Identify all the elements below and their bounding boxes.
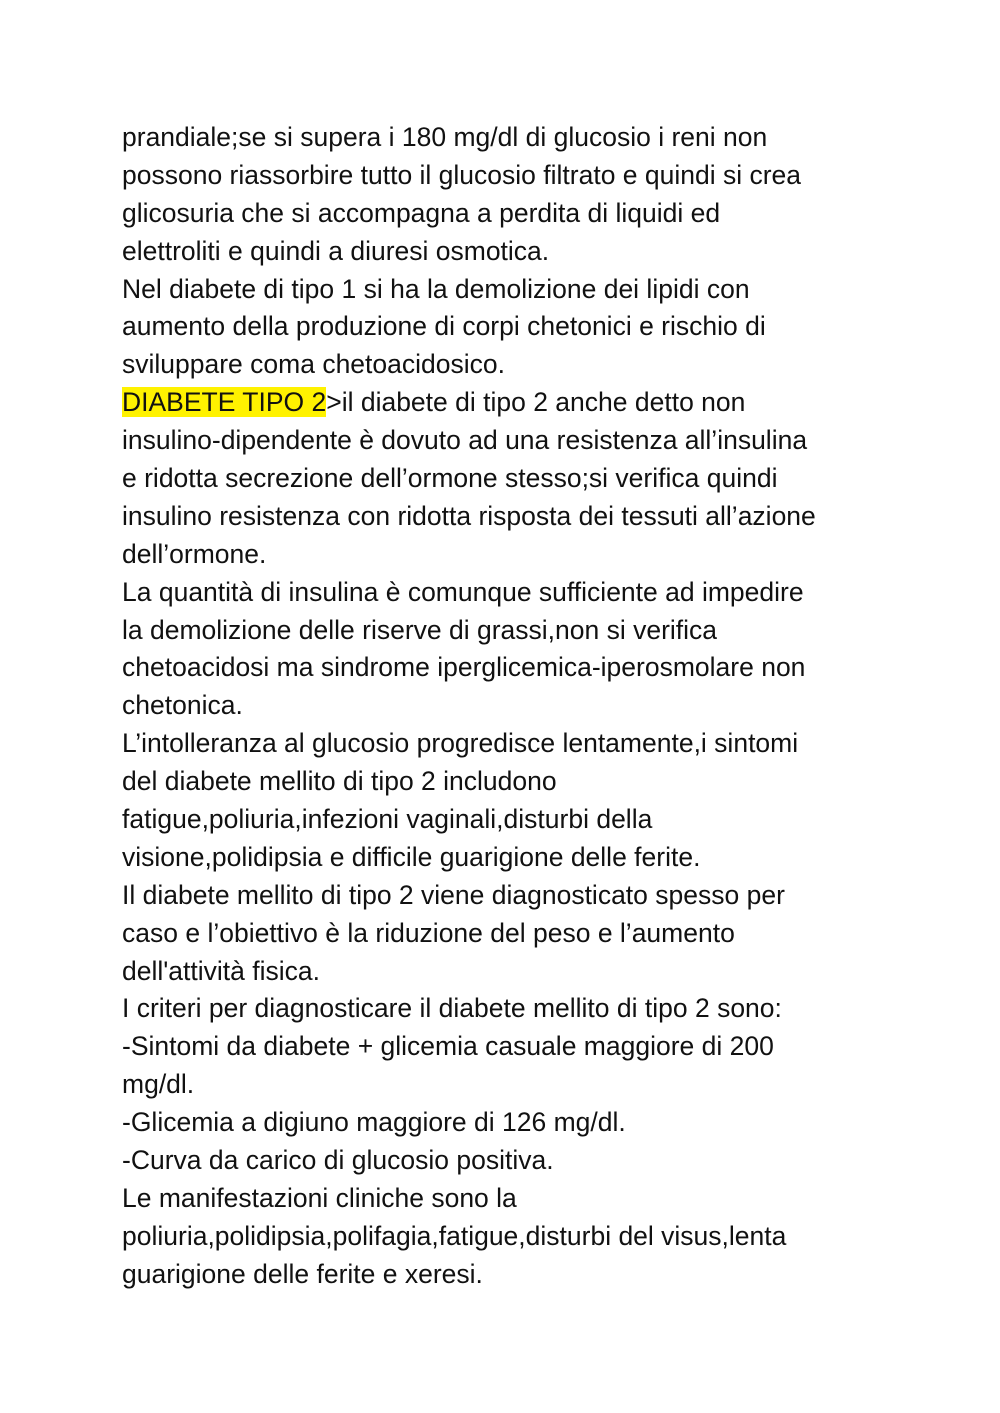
text-line: L’intolleranza al glucosio progredisce lentamente,i sintomi [122,728,799,759]
text-line: poliuria,polidipsia,polifagia,fatigue,disturbi del visus,lenta [122,1220,787,1251]
body-text [122,119,922,1294]
heading-continuation: >il diabete di tipo 2 anche detto non [326,387,746,418]
text-line: prandiale;se si supera i 180 mg/dl di glucosio i reni non [122,122,768,152]
text-line: chetonica. [122,690,243,721]
text-line: glicosuria che si accompagna a perdita di liquidi ed [122,197,721,228]
text-line: dell'attività fisica. [122,955,320,986]
text-line: elettroliti e quindi a diuresi osmotica. [122,235,550,266]
text-line: mg/dl. [122,1069,195,1100]
text-line: dell’ormone. [122,538,267,569]
text-line: -Sintomi da diabete + glicemia casuale maggiore di 200 [122,1031,774,1062]
text-line: del diabete mellito di tipo 2 includono [122,766,557,797]
text-line: Il diabete mellito di tipo 2 viene diagnosticato spesso per [122,879,785,910]
text-line: guarigione delle ferite e xeresi. [122,1258,483,1289]
text-line: insulino resistenza con ridotta risposta dei tessuti all’azione [122,500,816,531]
highlighted-heading: DIABETE TIPO 2 [122,387,327,418]
text-line: sviluppare coma chetoacidosico. [122,349,505,380]
text-line: la demolizione delle riserve di grassi,non si verifica [122,614,718,645]
text-line: -Glicemia a digiuno maggiore di 126 mg/dl. [122,1107,626,1138]
text-line: I criteri per diagnosticare il diabete mellito di tipo 2 sono: [122,993,782,1024]
heading-line [122,384,922,422]
text-line: fatigue,poliuria,infezioni vaginali,disturbi della [122,804,653,835]
text-line: La quantità di insulina è comunque sufficiente ad impedire [122,576,804,607]
text-line: chetoacidosi ma sindrome iperglicemica-iperosmolare non [122,652,806,683]
text-line: caso e l’obiettivo è la riduzione del peso e l’aumento [122,917,735,948]
text-line: Nel diabete di tipo 1 si ha la demolizione dei lipidi con [122,273,750,304]
text-line: visione,polidipsia e difficile guarigione delle ferite. [122,841,701,872]
text-line: possono riassorbire tutto il glucosio filtrato e quindi si crea [122,159,802,190]
text-line: insulino-dipendente è dovuto ad una resistenza all’insulina [122,425,808,456]
text-line: e ridotta secrezione dell’ormone stesso;si verifica quindi [122,463,778,494]
text-line: -Curva da carico di glucosio positiva. [122,1145,554,1176]
text-line: Le manifestazioni cliniche sono la [122,1182,517,1213]
text-line: aumento della produzione di corpi chetonici e rischio di [122,311,766,342]
